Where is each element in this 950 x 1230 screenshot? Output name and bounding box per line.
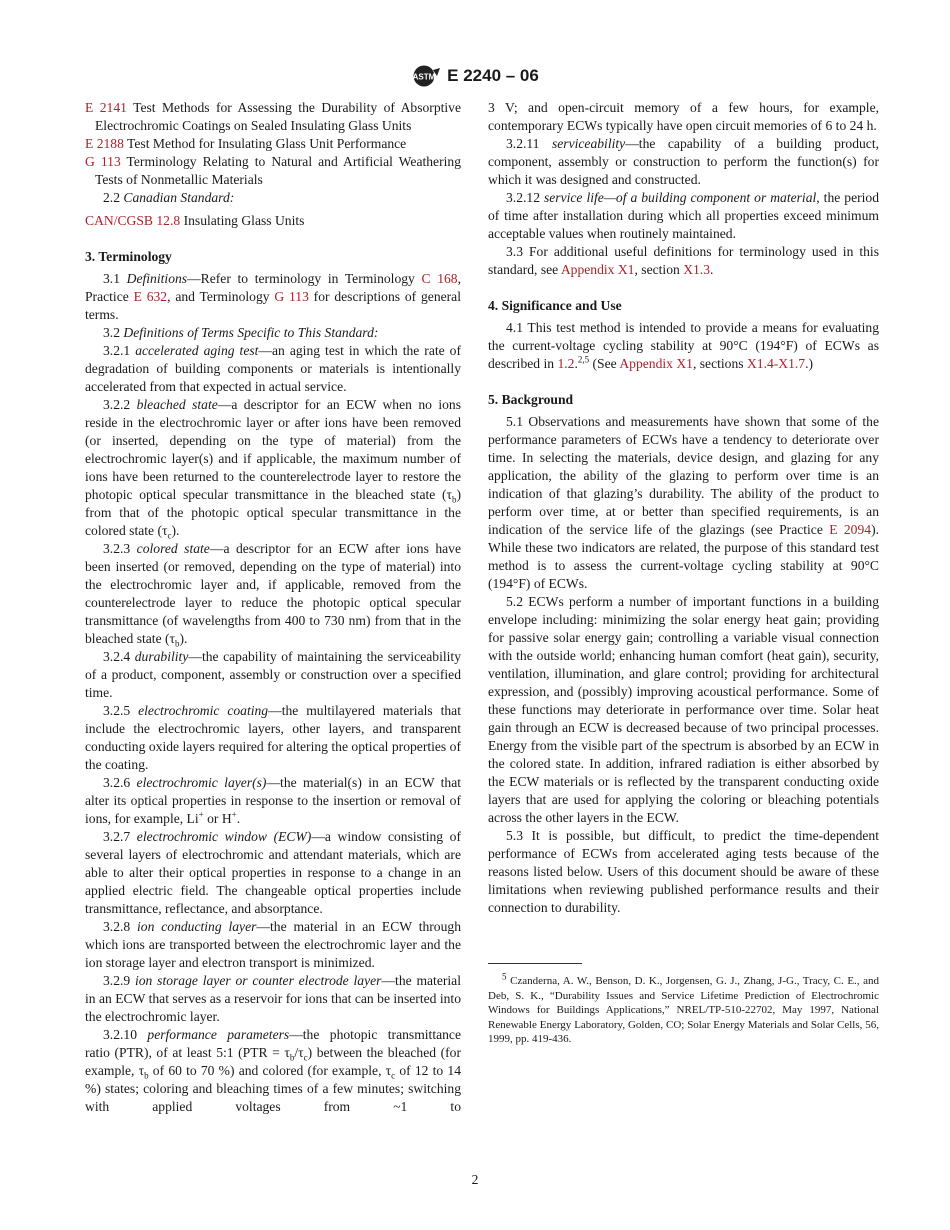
- paragraph: [488, 243, 879, 279]
- paragraph: [488, 593, 879, 827]
- paragraph: [85, 540, 461, 648]
- reference-link[interactable]: E 2141: [85, 100, 127, 115]
- text: b: [451, 494, 457, 505]
- footnote-body: Czanderna, A. W., Benson, D. K., Jorgensen, G. J., Zhang, J-G., Tracy, C. E., and Deb, S. K., “Durability Issues and Service Lifetime Prediction of Electrochromic Windows for Buildings Applications,” NREL/TP-510-22702, May 1997, National Renewable Energy Laboratory, Golden, CO; Solar Energy Materials and Solar Cells, 56, 1999, pp. 419-436.: [488, 975, 879, 1045]
- text: , and Terminology: [167, 289, 275, 304]
- text: 3 V; and open-circuit memory of a few hours, for example, contemporary ECWs typically have open circuit memories of 6 to 24 h.: [488, 100, 879, 133]
- text: of 12 to 14 %) states; coloring and bleaching times of a few minutes; switching with applied voltages from ~1 to: [85, 1063, 461, 1114]
- paragraph: [85, 396, 461, 540]
- text: , section: [634, 262, 684, 277]
- text: of 60 to 70 %) and colored (for example, τ: [148, 1063, 392, 1078]
- text: 3.2.6: [103, 775, 137, 790]
- text: or H: [203, 811, 232, 826]
- text: —the photopic transmittance ratio (PTR), of at least 5:1 (PTR = τ: [85, 1027, 461, 1060]
- text: 3.2.9: [103, 973, 135, 988]
- text: —a descriptor for an ECW when no ions reside in the electrochromic layer or after ions have been removed (or inserted, depending on the type of material) from the electrochromic layer(s) and if applicable, the maximum number of ions have been returned to the counterelectrode layer to restore the photopic optical specular transmittance in the bleached state (τ: [85, 397, 461, 502]
- paragraph: [85, 342, 461, 396]
- paragraph: [85, 270, 461, 324]
- reference-entry: [85, 212, 461, 230]
- text: b: [144, 1070, 149, 1081]
- reference-entry: [85, 135, 461, 153]
- text: b: [175, 638, 180, 649]
- text: 3.2.10: [103, 1027, 148, 1042]
- text: ). While these two indicators are related, the purpose of this standard test method is to assess the current-voltage cycling stability at 90°C (194°F) of ECWs.: [488, 522, 880, 591]
- reference-link[interactable]: C 168: [421, 271, 458, 286]
- italic-term: colored state: [136, 541, 210, 556]
- text: +: [231, 809, 237, 820]
- paragraph: [488, 319, 879, 373]
- footnote-mark: 5: [502, 971, 507, 982]
- text: —a descriptor for an ECW after ions have been inserted (or removed, depending on the type of material) into the electrochromic layer and, if applicable, removed from the counterelectrode layer to reduce the photopic optical specular transmittance (of wavelengths from 400 to 730 nm) from that in the bleached state (τ: [85, 541, 461, 646]
- italic-term: accelerated aging test: [135, 343, 259, 358]
- text: , sections: [692, 356, 747, 371]
- text: —Refer to terminology in Terminology: [187, 271, 422, 286]
- text: —the capability of maintaining the serviceability of a product, component, assembly or construction over a specified time.: [85, 649, 461, 700]
- paragraph: [488, 99, 879, 135]
- italic-term: service life—of a building component or material: [543, 190, 817, 205]
- italic-term: electrochromic coating: [138, 703, 269, 718]
- text: 2,5: [577, 354, 590, 365]
- paragraph: [85, 1026, 461, 1116]
- text: ) from that of the photopic optical specular transmittance in the colored state (τ: [85, 487, 461, 538]
- text: .: [710, 262, 714, 277]
- text: 3.2.11: [506, 136, 552, 151]
- text: —the material in an ECW through which ions are transported between the electrochromic layer and the ion storage layer and electron transport is minimized.: [85, 919, 461, 970]
- text: 3.2.3: [103, 541, 137, 556]
- reference-entry: [85, 99, 461, 135]
- astm-logo-icon: [411, 64, 441, 88]
- text: for descriptions of general terms.: [85, 289, 461, 322]
- italic-term: performance parameters: [147, 1027, 290, 1042]
- text: c: [303, 1052, 308, 1063]
- text: —the material in an ECW that serves as a reservoir for ions that can be inserted into the electrochromic layer.: [85, 973, 461, 1024]
- paragraph: [488, 827, 879, 917]
- right-column: [488, 99, 879, 1047]
- text: ).: [171, 523, 180, 538]
- text: —the multilayered materials that include the electrochromic layers, other layers, and transparent conducting oxide layers required for altering the optical properties of the coating.: [85, 703, 461, 772]
- left-column: [85, 99, 461, 1116]
- reference-entry: [85, 153, 461, 189]
- text: 3.2.12: [506, 190, 544, 205]
- italic-term: electrochromic window (ECW): [136, 829, 312, 844]
- text: Test Methods for Assessing the Durability of Absorptive Electrochromic Coatings on Sealed Insulating Glass Units: [95, 100, 462, 133]
- svg-text:ASTM: ASTM: [412, 72, 436, 82]
- footnote-text: [488, 971, 879, 1047]
- reference-link[interactable]: G 113: [85, 154, 121, 169]
- italic-term: Definitions of Terms Specific to This Standard:: [123, 325, 379, 340]
- text: Test Method for Insulating Glass Unit Performance: [123, 136, 407, 151]
- text: .: [236, 811, 241, 826]
- paragraph: [85, 774, 461, 828]
- text: /τ: [294, 1045, 304, 1060]
- italic-term: durability: [134, 649, 189, 664]
- text: 3.2.2: [103, 397, 137, 412]
- standard-designation: E 2240 – 06: [447, 66, 539, 85]
- text: 2.2: [103, 190, 124, 205]
- text: 3.2.7: [103, 829, 137, 844]
- italic-term: ion conducting layer: [137, 919, 257, 934]
- reference-link[interactable]: E 2188: [85, 136, 124, 151]
- text: 5.2 ECWs perform a number of important functions in a building envelope including: minimizing the solar energy heat gain; providing for passive solar energy gain; controlling a variable visual connection with the outside world; enhancing human comfort (heat gain), security, ventilation, illumination, and glare control; providing for architectural expression, and (possibly) improving acoustical performance. Some of these functions may deteriorate in performance over time. Solar heat gain through an ECW is decreased because of two principal processes. Energy from the visible part of the spectrum is absorbed by an ECW in the colored state. In addition, infrared radiation is either absorbed by the ECW materials or is reflected by the transparent conducting oxide layers that are used for applying the coloring or bleaching potentials across the other layers in the ECW.: [488, 594, 879, 825]
- italic-term: electrochromic layer(s): [136, 775, 267, 790]
- section-heading: 3. Terminology: [85, 249, 172, 264]
- text: —a window consisting of several layers of electrochromic and attendant materials, which are able to alter their optical properties in response to a change in an applied electric field. The changeable optical properties include transmittance, reflectance, and absorptance.: [85, 829, 462, 916]
- text: —an aging test in which the rate of degradation of building components or materials is intentionally accelerated from that expected in actual service.: [85, 343, 461, 394]
- text: +: [198, 809, 204, 820]
- italic-term: serviceability: [551, 136, 626, 151]
- text: —the capability of a building product, component, assembly or construction to perform the function(s) for which it was designed and constructed.: [488, 136, 879, 187]
- text: c: [391, 1070, 396, 1081]
- text: Terminology Relating to Natural and Artificial Weathering Tests of Nonmetallic Materials: [95, 154, 461, 187]
- reference-link[interactable]: G 113: [274, 289, 309, 304]
- text: 3.1: [103, 271, 127, 286]
- text: —the material(s) in an ECW that alter its optical properties in response to the insertion or removal of ions, for example, Li: [85, 775, 462, 826]
- text: b: [289, 1052, 295, 1063]
- paragraph: [85, 648, 461, 702]
- italic-term: bleached state: [136, 397, 218, 412]
- reference-link[interactable]: 1.2: [557, 356, 575, 371]
- text: ) between the bleached (for example, τ: [85, 1045, 461, 1078]
- section-heading: 5. Background: [488, 392, 574, 407]
- text: 3.2.4: [103, 649, 135, 664]
- reference-link[interactable]: Appendix X1: [560, 262, 635, 277]
- text: , Practice: [85, 271, 462, 304]
- paragraph: [85, 324, 461, 342]
- footnote: [488, 971, 879, 1047]
- reference-link[interactable]: CAN/CGSB 12.8: [85, 213, 181, 228]
- page-number: 2: [471, 1172, 479, 1187]
- text: 5.3 It is possible, but difficult, to predict the time-dependent performance of ECWs from accelerated aging tests because of the reasons listed below. Users of this document should be aware of these limitations when reviewing published performance results and their connection to durability.: [488, 828, 879, 915]
- reference-link[interactable]: X1.4-X1.7: [746, 356, 806, 371]
- section-heading: 4. Significance and Use: [488, 298, 622, 313]
- paragraph: [488, 189, 879, 243]
- page-header: [0, 64, 950, 88]
- text: 3.2.1: [103, 343, 136, 358]
- italic-term: Definitions: [126, 271, 188, 286]
- paragraph: [85, 702, 461, 774]
- paragraph: [85, 918, 461, 972]
- text: .: [574, 356, 578, 371]
- paragraph: [85, 972, 461, 1026]
- reference-link[interactable]: Appendix X1: [619, 356, 693, 371]
- reference-link[interactable]: E 632: [133, 289, 168, 304]
- text: 3.2.5: [103, 703, 139, 718]
- italic-term: Canadian Standard:: [123, 190, 235, 205]
- text: (See: [589, 356, 620, 371]
- paragraph: [85, 828, 461, 918]
- text: Insulating Glass Units: [180, 213, 305, 228]
- text: c: [167, 530, 172, 541]
- reference-link[interactable]: E 2094: [829, 522, 872, 537]
- text: 5.1 Observations and measurements have shown that some of the performance parameters of ECWs have a tendency to deteriorate over time. In selecting the materials, device design, and glazing for any application, the ability of the glazing to perform over time is an indication of that glazing’s durability. The ability of the product to perform over time, at or better than specified requirements, is an indication of the service life of the glazings (see Practice: [488, 414, 879, 537]
- text: 3.2: [103, 325, 124, 340]
- reference-link[interactable]: X1.3: [683, 262, 710, 277]
- italic-term: ion storage layer or counter electrode layer: [134, 973, 382, 988]
- text: 3.2.8: [103, 919, 138, 934]
- text: 3.3 For additional useful definitions for terminology used in this standard, see: [488, 244, 879, 277]
- text: 4.1 This test method is intended to provide a means for evaluating the current-voltage cycling stability at 90°C (194°F) of ECWs as described in: [488, 320, 879, 371]
- paragraph: [488, 413, 879, 593]
- footnote-divider: [488, 963, 582, 964]
- text: .): [805, 356, 814, 371]
- text: , the period of time after installation during which all properties exceed minimum acceptable values when routinely maintained.: [488, 190, 879, 241]
- paragraph: [488, 135, 879, 189]
- paragraph: [85, 189, 461, 207]
- text: ).: [179, 631, 188, 646]
